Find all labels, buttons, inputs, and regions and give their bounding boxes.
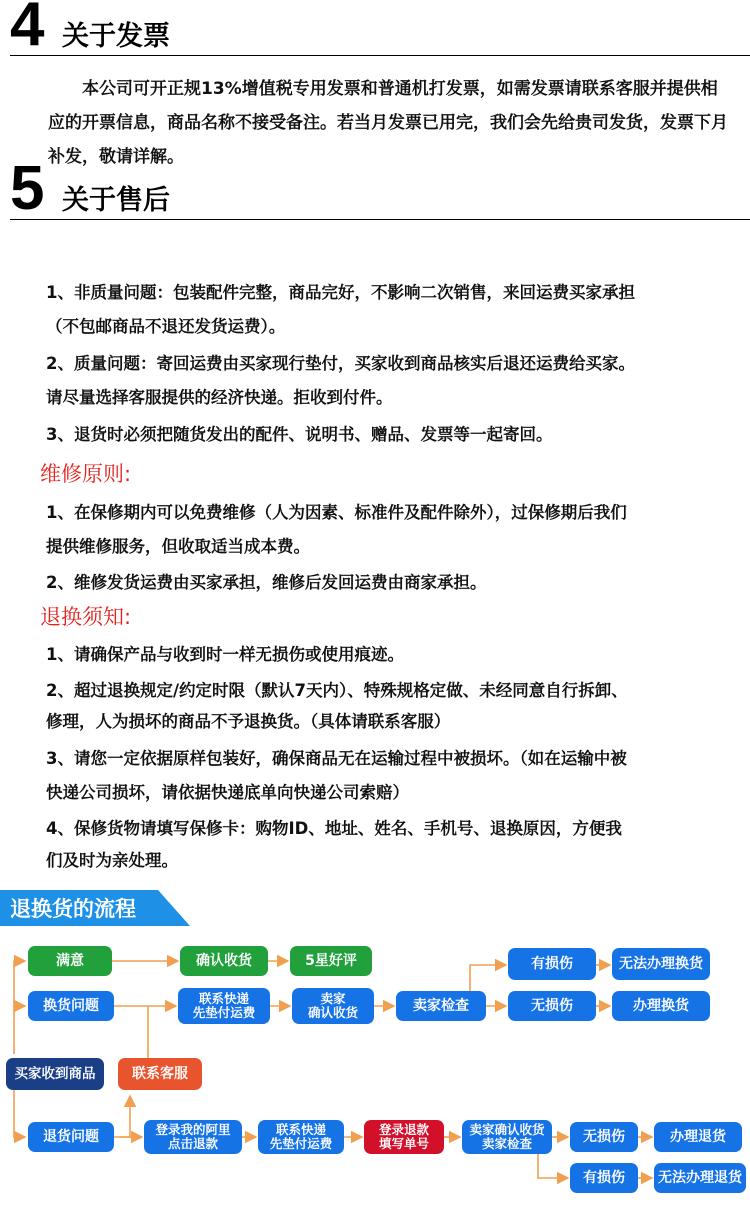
node-login-fill: 登录退款 填写单号 bbox=[364, 1120, 444, 1154]
node-exchange-issue: 换货问题 bbox=[28, 991, 114, 1021]
node-contact-courier: 联系快递 先垫付运费 bbox=[178, 988, 270, 1024]
node-satisfied: 满意 bbox=[28, 946, 112, 976]
invoice-text: 本公司可开正规13%增值税专用发票和普通机打发票，如需发票请联系客服并提供相应的开票信息，商品名称不接受备注。若当月发票已用完，我们会先给贵司发货，发票下月补发，敬请详解。 bbox=[48, 79, 728, 167]
exchange-line: 1、请确保产品与收到时一样无损伤或使用痕迹。 bbox=[46, 645, 404, 664]
repair-line: 1、在保修期内可以免费维修（人为因素、标准件及配件除外），过保修期后我们 bbox=[46, 503, 627, 522]
exchange-heading: 退换须知: bbox=[40, 605, 132, 629]
return-exchange-flowchart bbox=[0, 930, 750, 1216]
section-number: 4 bbox=[10, 0, 45, 59]
after-sales-line: 2、质量问题：寄回运费由买家现行垫付，买家收到商品核实后退还运费给买家。 bbox=[46, 354, 635, 373]
section-number: 5 bbox=[10, 154, 45, 223]
section-title: 关于发票 bbox=[62, 21, 170, 52]
node-return-issue: 退货问题 bbox=[28, 1122, 114, 1152]
node-seller-confirm-check: 卖家确认收货 卖家检查 bbox=[462, 1120, 552, 1154]
node-damaged: 有损伤 bbox=[508, 948, 596, 980]
after-sales-line: 请尽量选择客服提供的经济快递。拒收到付件。 bbox=[46, 388, 393, 407]
node-seller-check: 卖家检查 bbox=[396, 991, 486, 1021]
node-damaged-2: 有损伤 bbox=[570, 1163, 638, 1193]
section-4-header bbox=[10, 0, 750, 59]
after-sales-line: 3、退货时必须把随货发出的配件、说明书、赠品、发票等一起寄回。 bbox=[46, 425, 553, 444]
flow-banner-title: 退换货的流程 bbox=[10, 897, 136, 921]
node-cannot-exchange: 无法办理换货 bbox=[612, 948, 710, 980]
exchange-line: 3、请您一定依据原样包装好，确保商品无在运输过程中被损坏。（如在运输中被 bbox=[46, 749, 627, 768]
node-five-star: 5星好评 bbox=[290, 946, 372, 976]
node-no-damage: 无损伤 bbox=[508, 991, 596, 1021]
node-contact-courier-2: 联系快递 先垫付运费 bbox=[258, 1120, 344, 1154]
section-5-header bbox=[10, 154, 750, 223]
node-login-refund: 登录我的阿里 点击退款 bbox=[144, 1120, 242, 1154]
exchange-line: 们及时为亲处理。 bbox=[46, 851, 178, 870]
node-buyer-received: 买家收到商品 bbox=[6, 1058, 104, 1090]
after-sales-line: （不包邮商品不退还发货运费）。 bbox=[46, 317, 286, 336]
node-no-damage-2: 无损伤 bbox=[570, 1122, 638, 1152]
exchange-line: 2、超过退换规定/约定时限（默认7天内）、特殊规格定做、未经同意自行拆卸、 bbox=[46, 681, 628, 700]
exchange-line: 4、保修货物请填写保修卡：购物ID、地址、姓名、手机号、退换原因，方便我 bbox=[46, 819, 622, 838]
node-cannot-return: 无法办理退货 bbox=[654, 1163, 746, 1193]
after-sales-line: 1、非质量问题：包装配件完整，商品完好，不影响二次销售，来回运费买家承担 bbox=[46, 283, 635, 302]
section-title: 关于售后 bbox=[62, 185, 170, 216]
node-seller-confirm: 卖家 确认收货 bbox=[292, 988, 374, 1024]
invoice-paragraph bbox=[48, 72, 728, 174]
repair-line: 2、维修发货运费由买家承担，维修后发回运费由商家承担。 bbox=[46, 573, 487, 592]
node-confirm-receipt: 确认收货 bbox=[180, 946, 268, 976]
exchange-line: 快递公司损坏，请依据快递底单向快递公司索赔） bbox=[46, 783, 409, 802]
flow-banner bbox=[0, 890, 190, 926]
exchange-line: 修理，人为损坏的商品不予退换货。（具体请联系客服） bbox=[46, 712, 451, 731]
repair-heading: 维修原则: bbox=[40, 462, 132, 486]
repair-line: 提供维修服务，但收取适当成本费。 bbox=[46, 537, 310, 556]
node-contact-service: 联系客服 bbox=[118, 1058, 202, 1090]
node-do-exchange: 办理换货 bbox=[612, 991, 710, 1021]
node-do-return: 办理退货 bbox=[654, 1122, 742, 1152]
